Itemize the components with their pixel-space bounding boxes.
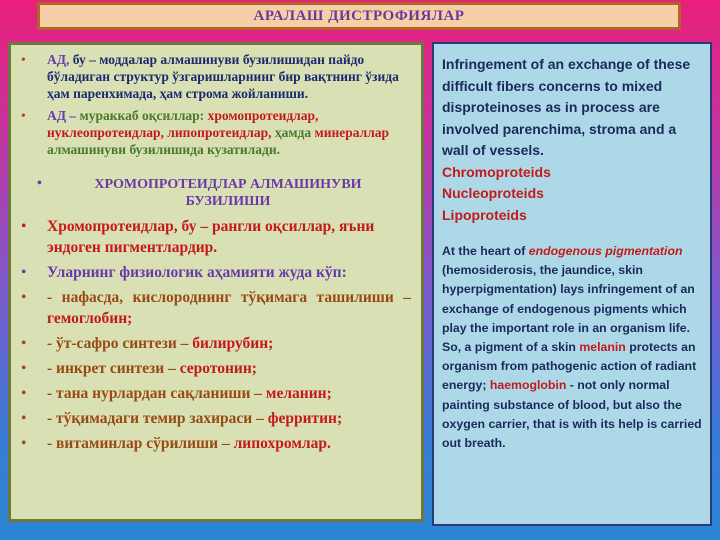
text-segment: At the heart of <box>442 244 529 258</box>
protein-list-item: Chromoproteids <box>442 163 551 180</box>
role-pigment: ферритин; <box>267 410 343 427</box>
list-item <box>19 216 411 258</box>
highlight-term: haemoglobin <box>489 378 567 393</box>
role-text: - инкрет синтези – <box>47 360 180 377</box>
list-item <box>19 408 411 429</box>
list-item <box>19 262 411 283</box>
chromoproteids-definition: Хромопротеидлар, бу – рангли оқсиллар, яъни эндоген пигментлардир. <box>47 218 375 256</box>
text-segment: protects an organism from pathogenic action of radiant energy; <box>442 340 697 393</box>
text-segment: ҳамда <box>274 125 315 140</box>
text-segment: , the jaundice, skin hyperpigmentation) lays infringement of an exchange of endogenous pigments which play the important role in an organism life. So, a pigment of a skin <box>442 263 695 355</box>
list-item <box>19 51 411 102</box>
bullet-icon: • <box>21 410 27 427</box>
role-pigment: серотонин; <box>179 360 257 377</box>
role-melanin <box>47 383 411 404</box>
role-pigment: гемоглобин; <box>47 310 133 327</box>
ad-definition-text: бу – моддалар алмашинуви бузилишидан пайдо бўладиган структур ўзгаришларнинг бир вақтнинг ўзида ҳам паренхимада, ҳам строма жойланиши. <box>47 52 399 101</box>
highlight-term: melanin <box>579 340 626 355</box>
bullet-icon: • <box>37 176 42 191</box>
bullet-icon: • <box>21 52 26 67</box>
list-item <box>19 383 411 404</box>
role-text: - тўқимадаги темир захираси – <box>47 410 268 427</box>
paragraph-ad-definition <box>47 51 411 102</box>
text-segment: - not only normal painting substance of blood, but also the oxygen carrier, that is with its help is carried out breath. <box>442 378 702 451</box>
bullet-icon: • <box>21 218 27 235</box>
text-segment: мураккаб оқсиллар: <box>79 108 208 123</box>
bullet-icon: • <box>21 108 26 123</box>
role-pigment: липохромлар. <box>233 435 331 452</box>
section-heading-row <box>19 176 411 210</box>
role-ferritin <box>47 408 411 429</box>
bullet-icon: • <box>21 264 27 281</box>
list-item <box>19 358 411 379</box>
paragraph-ad-types <box>47 107 411 158</box>
text-segment-highlight: минераллар <box>314 125 390 140</box>
list-item <box>19 333 411 354</box>
page-title: АРАЛАШ ДИСТРОФИЯЛАР <box>253 7 465 24</box>
bullet-icon: • <box>21 335 27 352</box>
role-hemoglobin <box>47 287 411 329</box>
bullet-icon: • <box>21 435 27 452</box>
highlight-term: endogenous pigmentation <box>528 244 683 258</box>
list-item <box>19 107 411 158</box>
role-text: - ўт-сафро синтези – <box>47 335 193 352</box>
role-lipochromes <box>47 433 411 454</box>
role-text: - нафасда, кислороднинг тўқимага ташилиши – <box>47 289 411 306</box>
role-pigment: меланин; <box>265 385 332 402</box>
pigmentation-paragraph <box>442 242 702 453</box>
left-text-panel <box>8 42 424 522</box>
bullet-icon: • <box>21 385 27 402</box>
list-item <box>19 287 411 329</box>
intro-paragraph: Infringement of an exchange of these difficult fibers concerns to mixed disproteinoses as in process are involved parenchima, stroma and a wall of vessels. <box>442 56 691 158</box>
right-text-panel <box>432 42 712 526</box>
role-text: - витаминлар сўрилиши – <box>47 435 234 452</box>
section-heading: ХРОМОПРОТЕИДЛАР АЛМАШИНУВИ БУЗИЛИШИ <box>94 177 362 209</box>
ad-label: АД, <box>47 52 70 67</box>
role-text: - тана нурлардан сақланиши – <box>47 385 266 402</box>
role-bilirubin <box>47 333 411 354</box>
ad-label: АД – <box>47 108 80 123</box>
bullet-icon: • <box>21 289 27 306</box>
list-item <box>19 433 411 454</box>
text-segment: (hemosiderosis <box>442 263 533 278</box>
text-segment: алмашинуви бузилишида кузатилади. <box>47 142 280 157</box>
role-serotonin <box>47 358 411 379</box>
protein-list-item: Nucleoproteids <box>442 185 544 201</box>
role-pigment: билирубин; <box>192 335 274 352</box>
bullet-icon: • <box>21 360 27 377</box>
physiological-role-heading: Уларнинг физиологик аҳамияти жуда кўп: <box>47 264 347 281</box>
protein-list-item: Lipoproteids <box>442 206 527 223</box>
title-banner <box>37 2 681 30</box>
text-segment-highlight: хромопротеидлар, нуклеопротеидлар, липопротеидлар, <box>47 108 319 140</box>
